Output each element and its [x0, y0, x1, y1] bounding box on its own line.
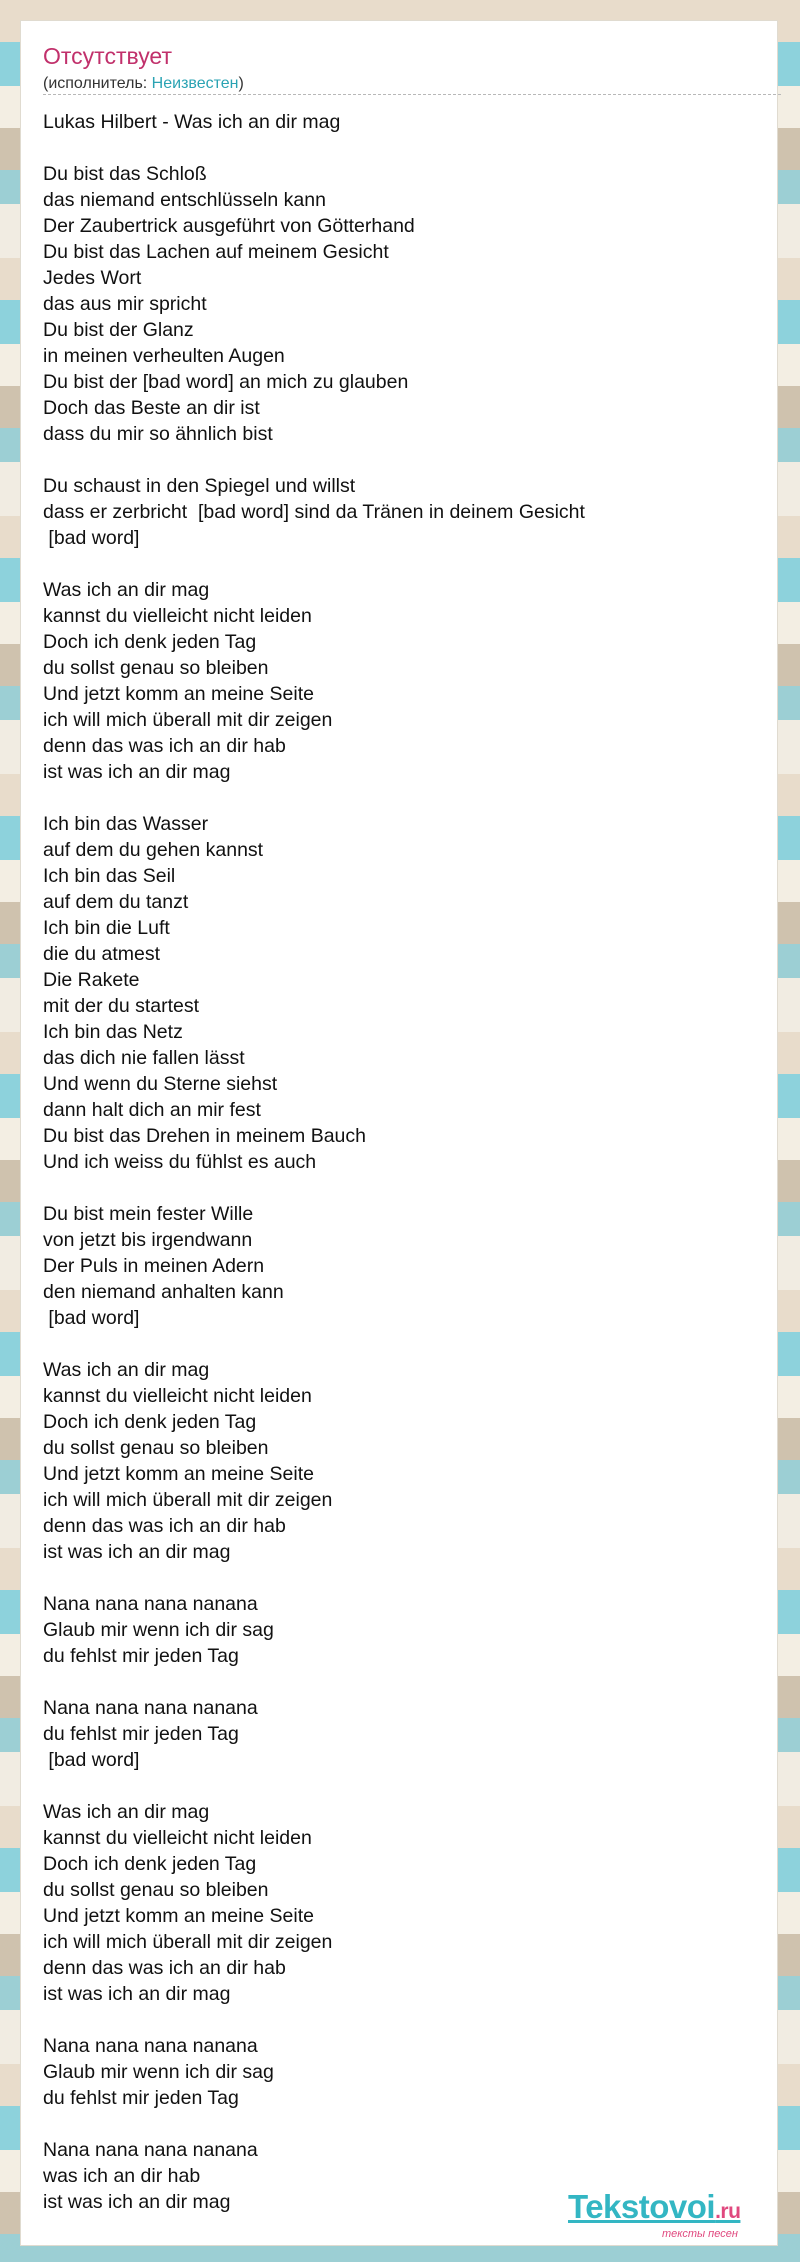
- artist-line: [43, 75, 244, 93]
- site-logo[interactable]: [568, 2190, 740, 2223]
- artist-prefix: (исполнитель:: [43, 75, 152, 92]
- lyrics-card: [20, 20, 778, 2246]
- logo-name: Tekstovoi: [568, 2188, 716, 2225]
- artist-link[interactable]: Неизвестен: [151, 75, 239, 92]
- logo-tld: .ru: [715, 2200, 741, 2223]
- artist-suffix: ): [238, 75, 244, 92]
- logo-tagline: тексты песен: [662, 2228, 738, 2240]
- dashed-divider: [43, 94, 781, 95]
- lyrics-text: Lukas Hilbert - Was ich an dir mag Du bist das Schloß das niemand entschlüsseln kann Der Zaubertrick ausgeführt von Götterhand Du bist das Lachen auf meinem Gesicht Jedes Wort das aus mir spricht Du bist der Glanz in meinen verheulten Augen Du bist der [bad word] an mich zu glauben Doch das Beste an dir ist dass du mir so ähnlich bist Du schaust in den Spiegel und willst dass er zerbricht [bad word] sind da Tränen in deinem Gesicht [bad word] Was ich an dir mag kannst du vielleicht nicht leiden Doch ich denk jeden Tag du sollst genau so bleiben Und jetzt komm an meine Seite ich will mich überall mit dir zeigen denn das was ich an dir hab ist was ich an dir mag Ich bin das Wasser auf dem du gehen kannst Ich bin das Seil auf dem du tanzt Ich bin die Luft die du atmest Die Rakete mit der du startest Ich bin das Netz das dich nie fallen lässt Und wenn du Sterne siehst dann halt dich an mir fest Du bist das Drehen in meinem Bauch Und ich weiss du fühlst es auch Du bist mein fester Wille von jetzt bis irgendwann Der Puls in meinen Adern den niemand anhalten kann [bad word] Was ich an dir mag kannst du vielleicht nicht leiden Doch ich denk jeden Tag du sollst genau so bleiben Und jetzt komm an meine Seite ich will mich überall mit dir zeigen denn das was ich an dir hab ist was ich an dir mag Nana nana nana nanana Glaub mir wenn ich dir sag du fehlst mir jeden Tag Nana nana nana nanana du fehlst mir jeden Tag [bad word] Was ich an dir mag kannst du vielleicht nicht leiden Doch ich denk jeden Tag du sollst genau so bleiben Und jetzt komm an meine Seite ich will mich überall mit dir zeigen denn das was ich an dir hab ist was ich an dir mag Nana nana nana nanana Glaub mir wenn ich dir sag du fehlst mir jeden Tag Nana nana nana nanana was ich an dir hab ist was ich an dir mag: [43, 111, 585, 2213]
- page-title: Отсутствует: [43, 43, 172, 69]
